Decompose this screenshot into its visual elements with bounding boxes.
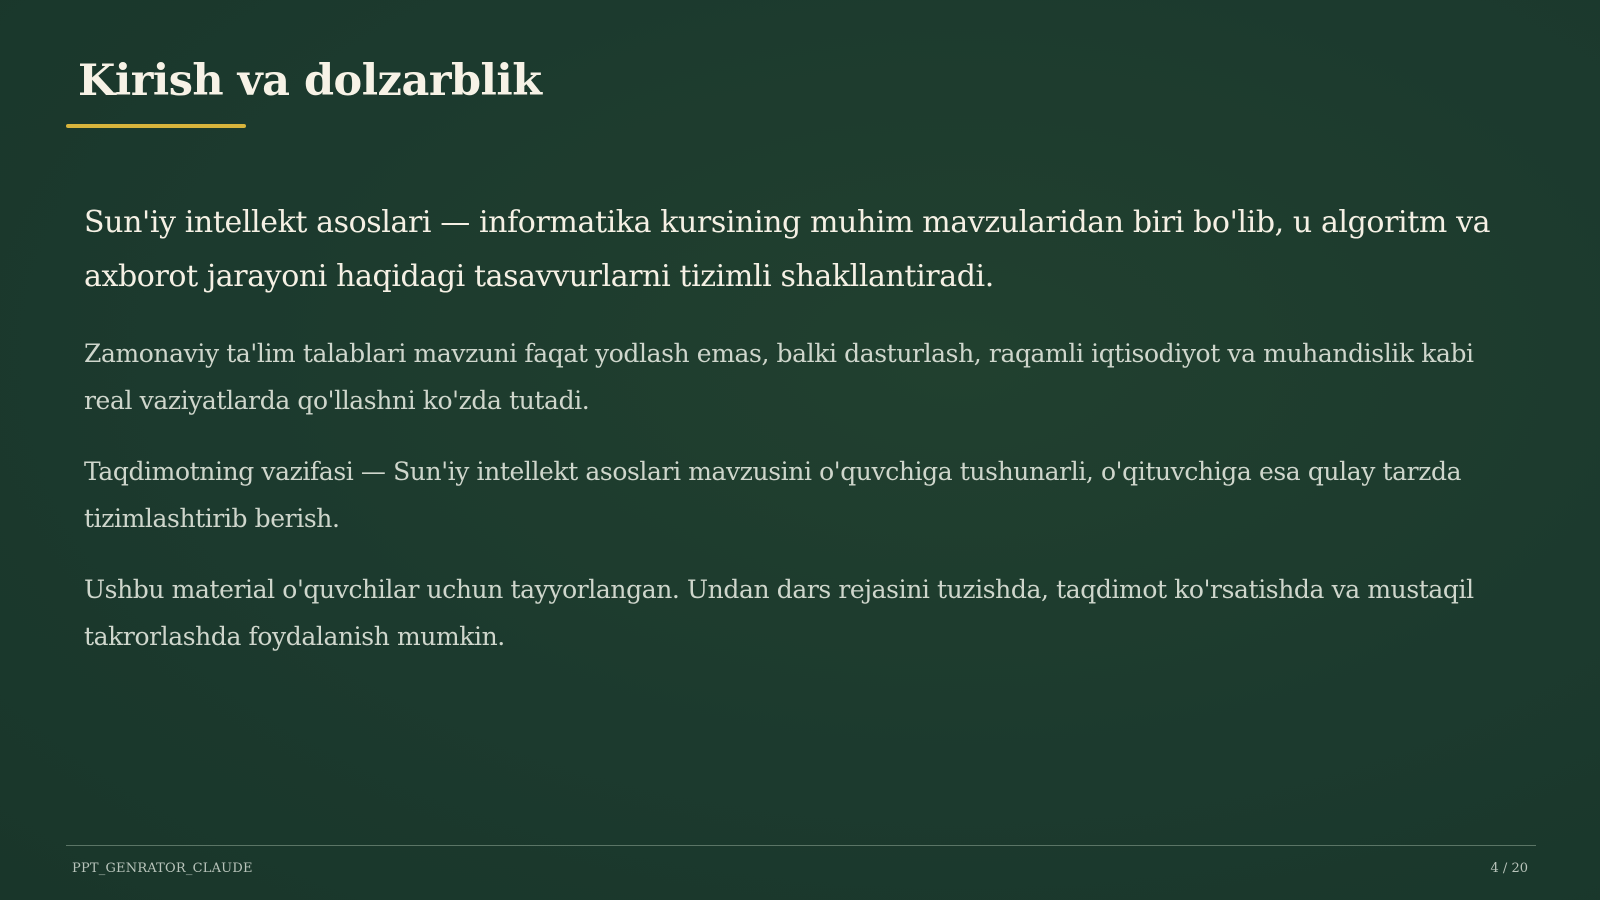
body-paragraph-1: Zamonaviy ta'lim talablari mavzuni faqat yodlash emas, balki dasturlash, raqamli iqtisodiyot va muhandislik kabi real vaziyatlarda qo'llashni ko'zda tutadi. [84, 339, 1474, 415]
slide-content [84, 196, 1514, 684]
footer-brand: PPT_GENRATOR_CLAUDE [72, 861, 253, 876]
body-paragraph-2: Taqdimotning vazifasi — Sun'iy intellekt asoslari mavzusini o'quvchiga tushunarli, o'qituvchiga esa qulay tarzda tizimlashtirib berish. [84, 457, 1462, 533]
body-paragraph-3: Ushbu material o'quvchilar uchun tayyorlangan. Undan dars rejasini tuzishda, taqdimot ko'rsatishda va mustaqil takrorlashda foydalanish mumkin. [84, 575, 1474, 651]
lead-paragraph: Sun'iy intellekt asoslari — informatika kursining muhim mavzularidan biri bo'lib, u algoritm va axborot jarayoni haqidagi tasavvurlarni tizimli shakllantiradi. [84, 205, 1491, 294]
slide-title: Kirish va dolzarblik [78, 56, 542, 106]
footer-divider [66, 845, 1536, 846]
title-underline [66, 124, 246, 128]
page-number: 4 / 20 [1490, 861, 1528, 876]
